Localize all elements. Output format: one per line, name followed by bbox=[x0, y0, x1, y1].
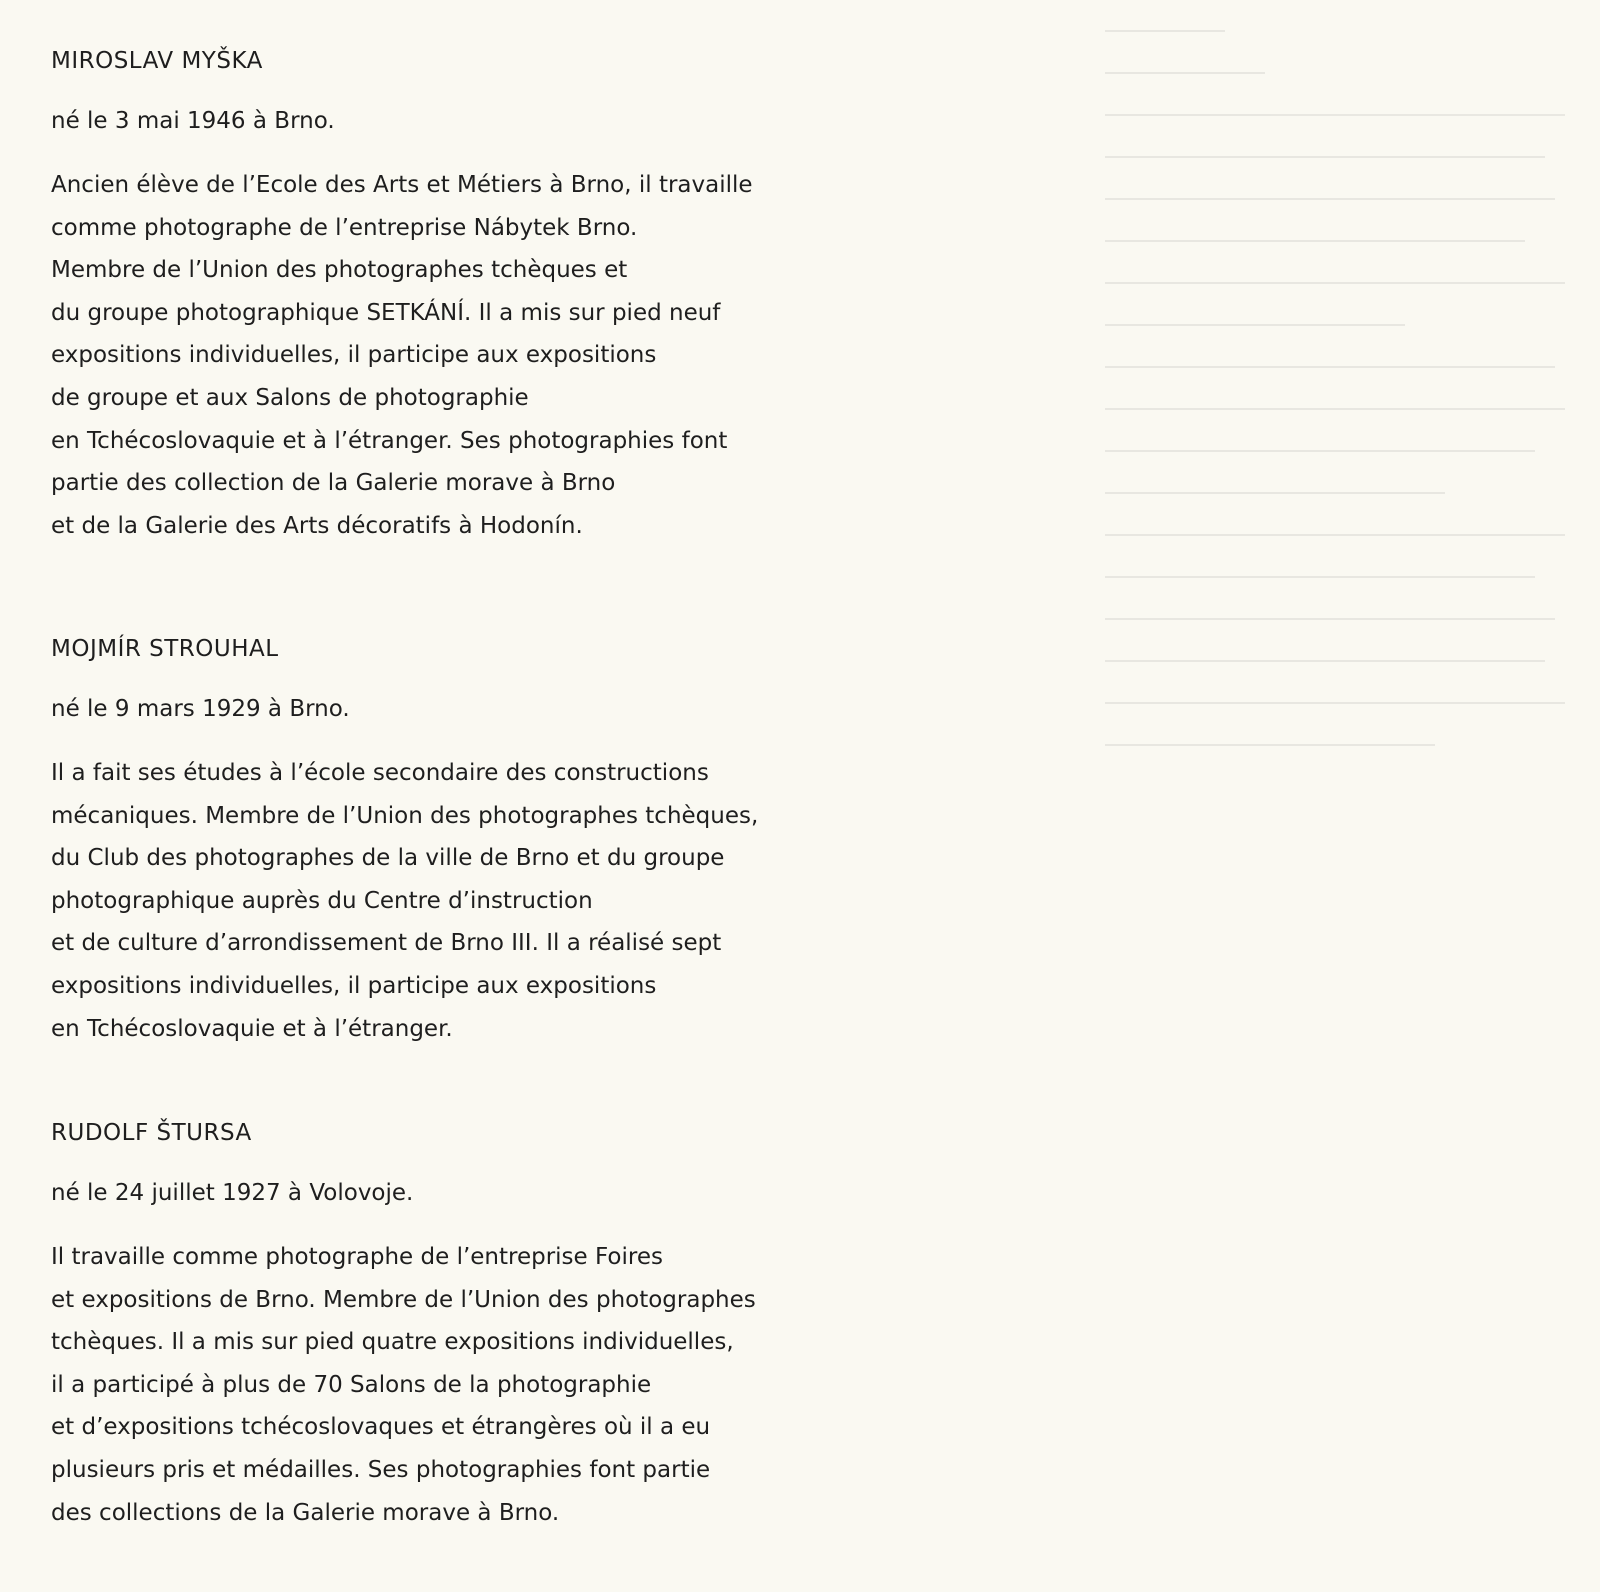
bio-line: Membre de l’Union des photographes tchèques et bbox=[51, 257, 628, 284]
biography-strouhal bbox=[51, 628, 758, 1050]
bio-line: partie des collection de la Galerie morave à Brno bbox=[51, 470, 616, 497]
bio-line: photographique auprès du Centre d’instruction bbox=[51, 887, 593, 914]
bio-line: de groupe et aux Salons de photographie bbox=[51, 384, 529, 411]
bio-line: et de la Galerie des Arts décoratifs à Hodonín. bbox=[51, 512, 583, 539]
bio-line: mécaniques. Membre de l’Union des photographes tchèques, bbox=[51, 802, 759, 829]
bio-text bbox=[51, 752, 758, 1050]
bio-line: du Club des photographes de la ville de Brno et du groupe bbox=[51, 845, 725, 872]
bio-text bbox=[51, 164, 753, 547]
bio-birth: né le 9 mars 1929 à Brno. bbox=[51, 696, 350, 722]
bio-line: des collections de la Galerie morave à Brno. bbox=[51, 1499, 560, 1526]
bio-birth: né le 3 mai 1946 à Brno. bbox=[51, 108, 335, 134]
bio-name: MOJMÍR STROUHAL bbox=[51, 636, 279, 662]
bio-line: plusieurs pris et médailles. Ses photographies font partie bbox=[51, 1456, 711, 1483]
bio-line: Ancien élève de l’Ecole des Arts et Métiers à Brno, il travaille bbox=[51, 172, 753, 198]
bleed-through-text bbox=[1105, 30, 1565, 850]
bio-line: Il travaille comme photographe de l’entreprise Foires bbox=[51, 1244, 663, 1270]
bio-name: RUDOLF ŠTURSA bbox=[51, 1120, 252, 1146]
bio-line: comme photographe de l’entreprise Nábytek Brno. bbox=[51, 214, 638, 241]
bio-birth: né le 24 juillet 1927 à Volovoje. bbox=[51, 1180, 414, 1206]
bio-line: en Tchécoslovaquie et à l’étranger. bbox=[51, 1015, 453, 1042]
bio-line: il a participé à plus de 70 Salons de la photographie bbox=[51, 1371, 652, 1398]
bio-line: du groupe photographique SETKÁNÍ. Il a mis sur pied neuf bbox=[51, 299, 721, 326]
biography-myska bbox=[51, 40, 753, 547]
bio-line: expositions individuelles, il participe aux expositions bbox=[51, 342, 657, 369]
bio-line: tchèques. Il a mis sur pied quatre expositions individuelles, bbox=[51, 1329, 734, 1356]
bio-text bbox=[51, 1236, 756, 1534]
bio-line: et d’expositions tchécoslovaques et étrangères où il a eu bbox=[51, 1414, 711, 1441]
bio-line: en Tchécoslovaquie et à l’étranger. Ses photographies font bbox=[51, 427, 728, 454]
bio-line: Il a fait ses études à l’école secondaire des constructions bbox=[51, 760, 709, 786]
bio-name: MIROSLAV MYŠKA bbox=[51, 48, 263, 74]
bio-line: expositions individuelles, il participe aux expositions bbox=[51, 972, 657, 999]
biography-stursa bbox=[51, 1112, 756, 1534]
bio-line: et de culture d’arrondissement de Brno III. Il a réalisé sept bbox=[51, 930, 722, 957]
bio-line: et expositions de Brno. Membre de l’Union des photographes bbox=[51, 1286, 756, 1313]
